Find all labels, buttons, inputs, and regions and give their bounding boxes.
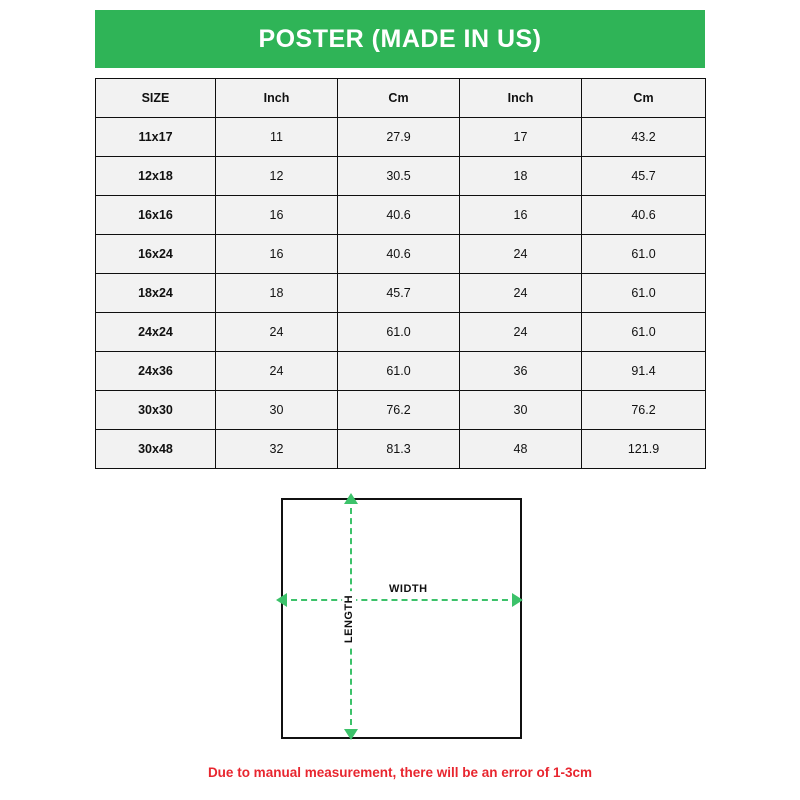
table-row xyxy=(96,118,706,157)
cell-size: 24x36 xyxy=(96,352,216,391)
cell-length-inch: 24 xyxy=(460,235,582,274)
table-row xyxy=(96,274,706,313)
cell-length-inch: 36 xyxy=(460,352,582,391)
cell-size: 16x24 xyxy=(96,235,216,274)
arrow-up-icon xyxy=(344,493,358,504)
cell-length-inch: 16 xyxy=(460,196,582,235)
cell-width-cm: 40.6 xyxy=(338,196,460,235)
cell-length-cm: 91.4 xyxy=(582,352,706,391)
table-row xyxy=(96,157,706,196)
cell-length-cm: 76.2 xyxy=(582,391,706,430)
column-header-size: SIZE xyxy=(96,79,216,118)
cell-length-inch: 24 xyxy=(460,274,582,313)
column-header-width-inch: Inch xyxy=(216,79,338,118)
cell-length-cm: 40.6 xyxy=(582,196,706,235)
table-row xyxy=(96,196,706,235)
cell-length-cm: 121.9 xyxy=(582,430,706,469)
cell-length-cm: 61.0 xyxy=(582,235,706,274)
width-arrow-line xyxy=(281,599,518,603)
cell-size: 16x16 xyxy=(96,196,216,235)
cell-length-cm: 45.7 xyxy=(582,157,706,196)
cell-length-cm: 61.0 xyxy=(582,274,706,313)
table-row xyxy=(96,430,706,469)
cell-width-inch: 32 xyxy=(216,430,338,469)
width-label: WIDTH xyxy=(385,582,432,596)
measurement-diagram xyxy=(281,498,522,739)
cell-length-inch: 30 xyxy=(460,391,582,430)
cell-length-inch: 18 xyxy=(460,157,582,196)
arrow-right-icon xyxy=(512,593,523,607)
cell-length-inch: 48 xyxy=(460,430,582,469)
cell-length-inch: 24 xyxy=(460,313,582,352)
table-row xyxy=(96,391,706,430)
column-header-length-cm: Cm xyxy=(582,79,706,118)
cell-width-inch: 18 xyxy=(216,274,338,313)
cell-size: 18x24 xyxy=(96,274,216,313)
cell-size: 30x30 xyxy=(96,391,216,430)
cell-width-inch: 11 xyxy=(216,118,338,157)
cell-size: 30x48 xyxy=(96,430,216,469)
cell-size: 11x17 xyxy=(96,118,216,157)
table-row xyxy=(96,313,706,352)
cell-size: 12x18 xyxy=(96,157,216,196)
cell-width-cm: 45.7 xyxy=(338,274,460,313)
cell-width-cm: 76.2 xyxy=(338,391,460,430)
column-header-width-cm: Cm xyxy=(338,79,460,118)
length-label: LENGTH xyxy=(342,591,356,647)
table-header-row xyxy=(96,79,706,118)
cell-width-inch: 24 xyxy=(216,352,338,391)
cell-size: 24x24 xyxy=(96,313,216,352)
cell-length-inch: 17 xyxy=(460,118,582,157)
page-title: POSTER (MADE IN US) xyxy=(258,24,542,53)
cell-length-cm: 61.0 xyxy=(582,313,706,352)
arrow-down-icon xyxy=(344,729,358,740)
measurement-disclaimer: Due to manual measurement, there will be an error of 1-3cm xyxy=(207,765,593,780)
cell-width-cm: 61.0 xyxy=(338,313,460,352)
cell-width-cm: 81.3 xyxy=(338,430,460,469)
size-table xyxy=(95,78,706,469)
arrow-left-icon xyxy=(276,593,287,607)
cell-width-cm: 30.5 xyxy=(338,157,460,196)
cell-width-cm: 61.0 xyxy=(338,352,460,391)
column-header-length-inch: Inch xyxy=(460,79,582,118)
size-table-body xyxy=(96,118,706,469)
table-row xyxy=(96,352,706,391)
cell-width-inch: 12 xyxy=(216,157,338,196)
cell-length-cm: 43.2 xyxy=(582,118,706,157)
cell-width-inch: 24 xyxy=(216,313,338,352)
cell-width-inch: 30 xyxy=(216,391,338,430)
cell-width-cm: 40.6 xyxy=(338,235,460,274)
cell-width-inch: 16 xyxy=(216,196,338,235)
cell-width-cm: 27.9 xyxy=(338,118,460,157)
cell-width-inch: 16 xyxy=(216,235,338,274)
table-row xyxy=(96,235,706,274)
size-table-head xyxy=(96,79,706,118)
header-banner xyxy=(95,10,705,68)
